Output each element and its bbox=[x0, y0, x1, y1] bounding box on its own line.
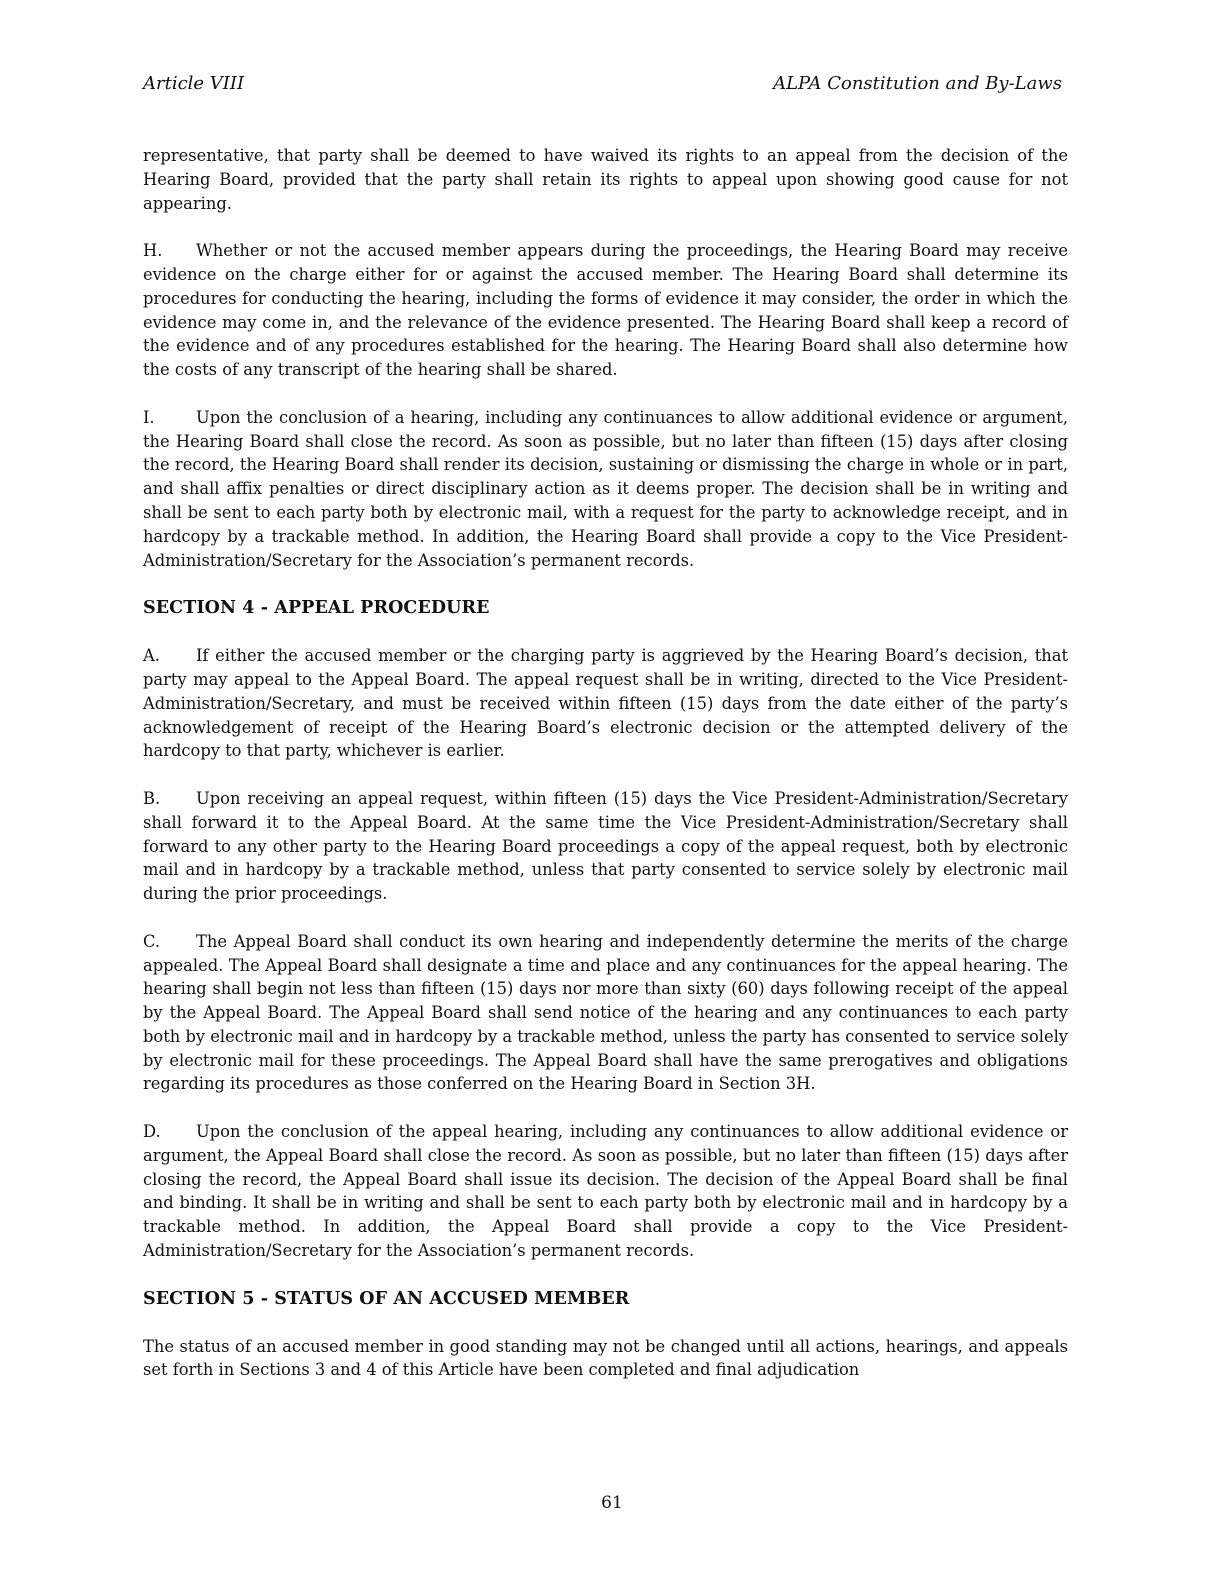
header-document-title: ALPA Constitution and By-Laws bbox=[773, 73, 1062, 94]
running-header bbox=[143, 72, 1068, 96]
section-heading-4: SECTION 4 - APPEAL PROCEDURE bbox=[143, 598, 490, 619]
paragraph-text: The status of an accused member in good standing may not be changed until all actions, hearings, and appeals set forth in Sections 3 and 4 of this Article have been completed and final adjudication bbox=[143, 1336, 1068, 1380]
paragraph-4b bbox=[143, 787, 1068, 906]
paragraph-3h bbox=[143, 239, 1068, 382]
paragraph-4d bbox=[143, 1120, 1068, 1263]
paragraph-text: representative, that party shall be deemed to have waived its rights to an appeal from the decision of the Hearing Board, provided that the party shall retain its rights to appeal upon showing good cause for not appearing. bbox=[143, 146, 1068, 213]
paragraph-text: The Appeal Board shall conduct its own hearing and independently determine the merits of the charge appealed. The Appeal Board shall designate a time and place and any continuances for the appeal hearing. The hearing shall begin not less than fifteen (15) days nor more than sixty (60) days following receipt of the appeal by the Appeal Board. The Appeal Board shall send notice of the hearing and any continuances to each party both by electronic mail and in hardcopy by a trackable method, unless the party has consented to service solely by electronic mail for these proceedings. The Appeal Board shall have the same prerogatives and obligations regarding its procedures as those conferred on the Hearing Board in Section 3H. bbox=[143, 931, 1068, 1094]
paragraph-4c bbox=[143, 930, 1068, 1097]
paragraph-marker: D. bbox=[143, 1122, 161, 1142]
paragraph-marker: I. bbox=[143, 407, 155, 427]
page-number: 61 bbox=[601, 1493, 623, 1513]
section-heading-5: SECTION 5 - STATUS OF AN ACCUSED MEMBER bbox=[143, 1288, 630, 1309]
paragraph-3i bbox=[143, 406, 1068, 573]
paragraph-text: Whether or not the accused member appears during the proceedings, the Hearing Board may receive evidence on the charge either for or against the accused member. The Hearing Board shall determine its procedures for conducting the hearing, including the forms of evidence it may consider, the order in which the evidence may come in, and the relevance of the evidence presented. The Hearing Board shall keep a record of the evidence and of any procedures established for the hearing. The Hearing Board shall also determine how the costs of any transcript of the hearing shall be shared. bbox=[143, 241, 1068, 380]
paragraph-continuation bbox=[143, 144, 1068, 215]
paragraph-text: If either the accused member or the charging party is aggrieved by the Hearing Board’s decision, that party may appeal to the Appeal Board. The appeal request shall be in writing, directed to the Vice President-Administration/Secretary, and must be received within fifteen (15) days from the date either of the party’s acknowledgement of receipt of the Hearing Board’s electronic decision or the attempted delivery of the hardcopy to that party, whichever is earlier. bbox=[143, 646, 1068, 761]
paragraph-marker: H. bbox=[143, 241, 163, 261]
paragraph-text: Upon the conclusion of a hearing, including any continuances to allow additional evidence or argument, the Hearing Board shall close the record. As soon as possible, but no later than fifteen (15) days after closing the record, the Hearing Board shall render its decision, sustaining or dismissing the charge in whole or in part, and shall affix penalties or direct disciplinary action as it deems proper. The decision shall be in writing and shall be sent to each party both by electronic mail, with a request for the party to acknowledge receipt, and in hardcopy by a trackable method. In addition, the Hearing Board shall provide a copy to the Vice President-Administration/Secretary for the Association’s permanent records. bbox=[143, 407, 1068, 570]
paragraph-4a bbox=[143, 644, 1068, 763]
paragraph-5 bbox=[143, 1335, 1068, 1383]
paragraph-text: Upon the conclusion of the appeal hearing, including any continuances to allow additional evidence or argument, the Appeal Board shall close the record. As soon as possible, but no later than fifteen (15) days after closing the record, the Appeal Board shall issue its decision. The decision of the Appeal Board shall be final and binding. It shall be in writing and shall be sent to each party both by electronic mail and in hardcopy by a trackable method. In addition, the Appeal Board shall provide a copy to the Vice President-Administration/Secretary for the Association’s permanent records. bbox=[143, 1122, 1068, 1261]
paragraph-marker: A. bbox=[143, 646, 160, 666]
body-text bbox=[143, 144, 1068, 1382]
paragraph-text: Upon receiving an appeal request, within fifteen (15) days the Vice President-Administration/Secretary shall forward it to the Appeal Board. At the same time the Vice President-Administration/Secretary shall forward to any other party to the Hearing Board proceedings a copy of the appeal request, both by electronic mail and in hardcopy by a trackable method, unless that party consented to service solely by electronic mail during the prior proceedings. bbox=[143, 788, 1068, 904]
paragraph-marker: C. bbox=[143, 931, 161, 951]
paragraph-marker: B. bbox=[143, 788, 161, 808]
header-article-label: Article VIII bbox=[143, 73, 245, 94]
